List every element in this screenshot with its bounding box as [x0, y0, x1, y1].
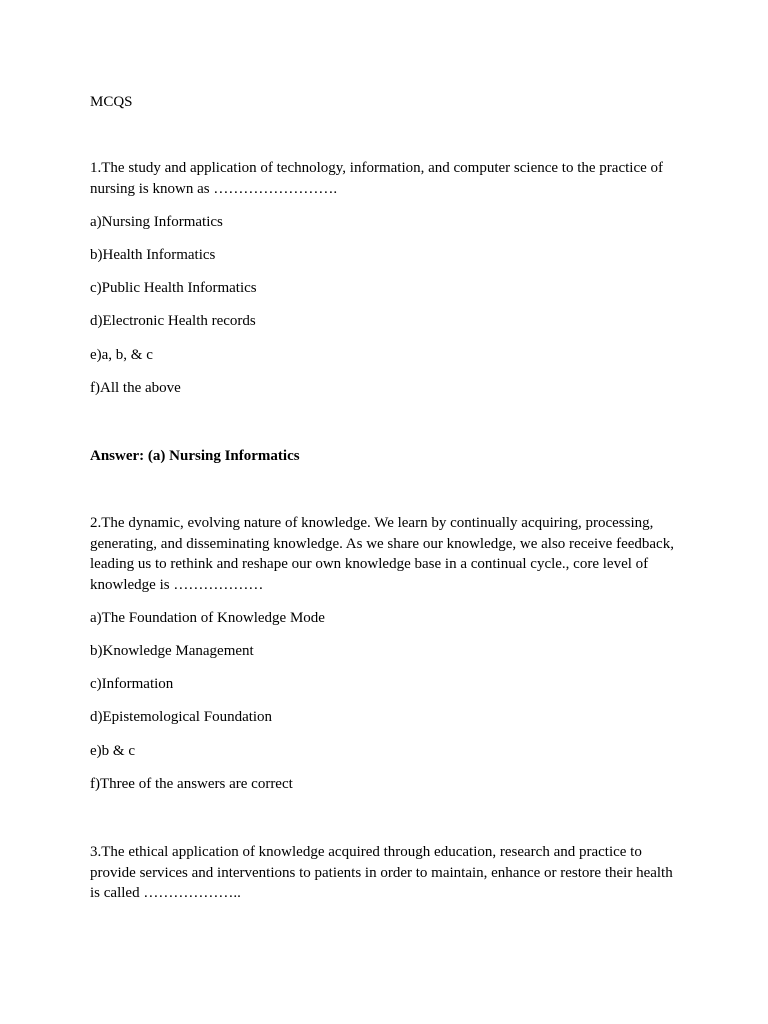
option-b: b)Knowledge Management [90, 642, 254, 659]
option-a: a)Nursing Informatics [90, 213, 223, 230]
option-d: d)Epistemological Foundation [90, 709, 273, 726]
question-text: 2.The dynamic, evolving nature of knowledge. We learn by continually acquiring, processing, generating, and disseminating knowledge. As we share our knowledge, we also receive feedback, leading us to rethink and reshape our own knowledge base in a continual cycle., core level of knowledge is ……………… [90, 515, 674, 593]
question-3 [90, 842, 680, 916]
question-text: 3.The ethical application of knowledge acquired through education, research and practice to provide services and interventions to patients in order to maintain, enhance or restore their health is called ……………….. [90, 844, 673, 901]
document-heading: MCQS [90, 94, 133, 110]
question-2 [90, 513, 680, 807]
option-f: f)Three of the answers are correct [90, 775, 293, 792]
option-e: e)a, b, & c [90, 346, 153, 363]
option-b: b)Health Informatics [90, 246, 216, 263]
option-d: d)Electronic Health records [90, 313, 256, 330]
option-c: c)Public Health Informatics [90, 280, 257, 297]
option-e: e)b & c [90, 742, 135, 759]
question-text: 1.The study and application of technology, information, and computer science to the practice of nursing is known as ……………………. [90, 160, 664, 197]
option-a: a)The Foundation of Knowledge Mode [90, 609, 325, 626]
option-f: f)All the above [90, 379, 181, 396]
option-c: c)Information [90, 676, 174, 693]
answer-1: Answer: (a) Nursing Informatics [90, 448, 300, 464]
question-1 [90, 158, 680, 411]
